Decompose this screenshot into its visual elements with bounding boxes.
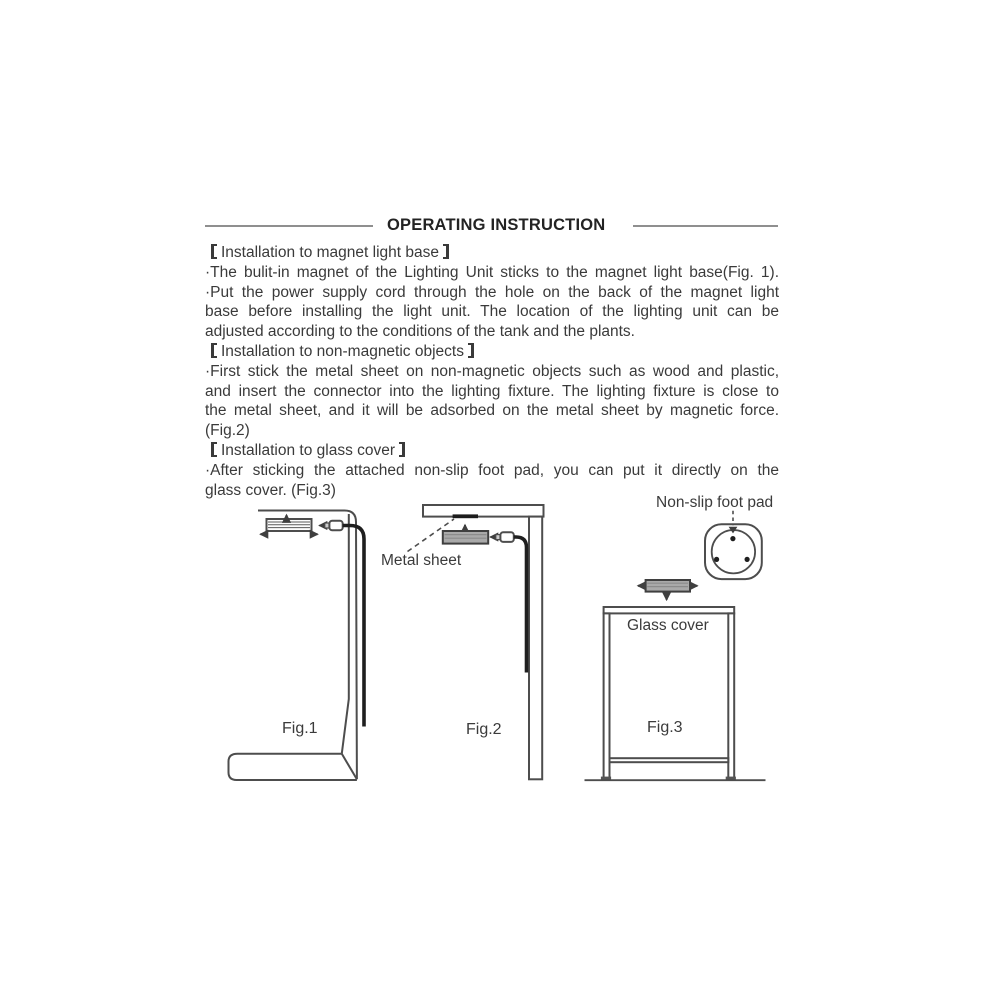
foot-pad-dot (745, 557, 750, 562)
fig1-caption: Fig.1 (282, 720, 318, 737)
body-line: ·The bulit-in magnet of the Lighting Unit sticks to the magnet light base(Fig. 1). (205, 263, 779, 281)
fig2-light-unit (443, 531, 488, 544)
foot-pad-dot (730, 536, 735, 541)
lamp-base-corner-line (342, 754, 357, 780)
metal-sheet-label: Metal sheet (381, 552, 462, 569)
non-slip-foot-pad-label: Non-slip foot pad (656, 494, 774, 511)
body-line: glass cover. (Fig.3) (205, 481, 336, 499)
fig1-lamp-stand-drawing (229, 511, 365, 781)
page-title: OPERATING INSTRUCTION (387, 216, 606, 234)
fig3-light-unit (646, 580, 690, 592)
body-line: adjusted according to the conditions of the tank and the plants. (205, 323, 635, 341)
tank-right-leg (728, 613, 734, 779)
lamp-post-inner-line (342, 514, 349, 754)
body-line: base before installing the light unit. The location of the lighting unit can be (205, 303, 779, 321)
fig3-glass-cover-drawing (585, 511, 766, 780)
body-line: and insert the connector into the lighting fixture. The lighting fixture is close to (205, 382, 779, 400)
table-top (423, 505, 544, 517)
tank-left-leg (604, 613, 610, 779)
tank-top-rim (604, 607, 735, 613)
fig2-caption: Fig.2 (466, 721, 502, 738)
fig2-power-cable (514, 537, 527, 673)
fig1-connector-plug (329, 521, 342, 531)
body-line: the metal sheet, and it will be adsorbed on the metal sheet by magnetic force. (205, 402, 779, 420)
body-line: (Fig.2) (205, 422, 250, 440)
fig2-connector-plug (500, 532, 513, 542)
heading-text: Installation to non-magnetic objects (221, 342, 464, 360)
metal-sheet-strip (453, 514, 478, 518)
body-line: ·After sticking the attached non-slip foot pad, you can put it directly on the (205, 461, 779, 479)
lamp-arm-and-right-post (258, 511, 357, 780)
lamp-base-plate (229, 754, 357, 780)
foot-pad-dot (714, 557, 719, 562)
heading-text: Installation to magnet light base (221, 244, 439, 261)
fig3-caption: Fig.3 (647, 719, 683, 736)
tank-bottom-shelf (610, 758, 729, 762)
heading-text: Installation to glass cover (221, 441, 396, 459)
table-leg (529, 517, 542, 780)
body-line: ·Put the power supply cord through the hole on the back of the magnet light (205, 283, 779, 301)
body-line: ·First stick the metal sheet on non-magnetic objects such as wood and plastic, (205, 362, 779, 380)
glass-cover-label: Glass cover (627, 617, 709, 634)
fig1-power-cable (343, 526, 364, 727)
